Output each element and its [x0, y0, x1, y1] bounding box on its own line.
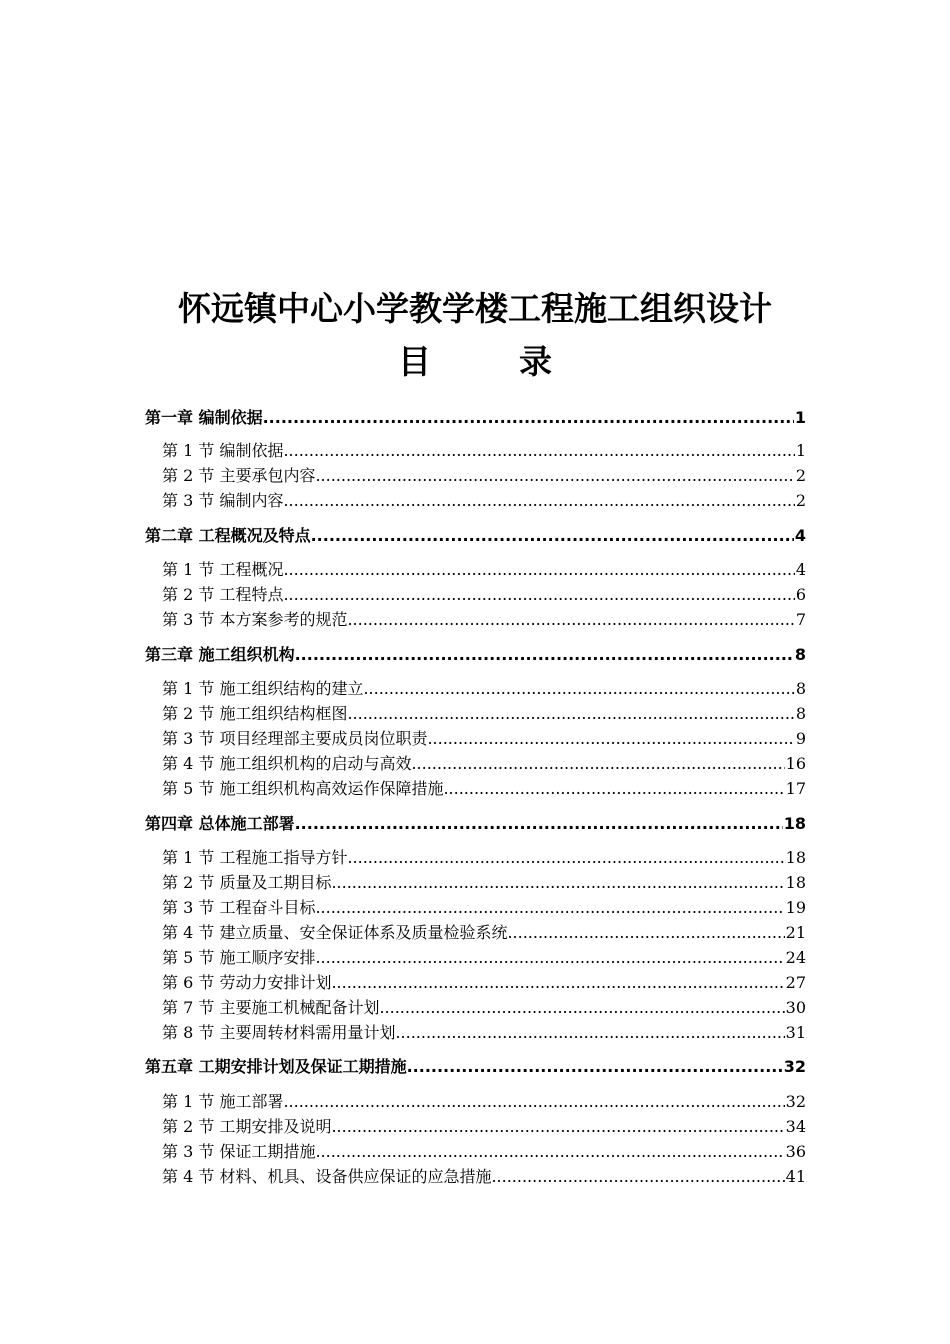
toc-label: 第 1 节 工程施工指导方针: [162, 848, 348, 867]
toc-page-number: 1: [795, 441, 806, 460]
leader-dots: [491, 1166, 784, 1188]
toc-page-number: 4: [794, 526, 806, 545]
toc-section-row[interactable]: [162, 1116, 806, 1138]
toc-page-number: 36: [785, 1142, 806, 1161]
toc-section-row[interactable]: [162, 559, 806, 581]
toc-page-number: 24: [785, 948, 806, 967]
toc-label: 第 7 节 主要施工机械配备计划: [162, 998, 380, 1017]
toc-label: 第 2 节 主要承包内容: [162, 466, 316, 485]
toc-page-number: 2: [795, 491, 806, 510]
leader-dots: [283, 440, 794, 462]
toc-section-row[interactable]: [162, 1141, 806, 1163]
toc-section-row[interactable]: [162, 922, 806, 944]
toc-page-number: 34: [785, 1117, 806, 1136]
leader-dots: [263, 407, 794, 429]
toc-page-number: 41: [785, 1167, 806, 1186]
toc-label: 第 1 节 施工部署: [162, 1092, 284, 1111]
toc-page-number: 18: [783, 814, 806, 833]
toc-page-number: 8: [795, 704, 806, 723]
toc-section-row[interactable]: [162, 778, 806, 800]
toc-section-row[interactable]: [162, 847, 806, 869]
toc-label: 第 4 节 施工组织机构的启动与高效: [162, 754, 412, 773]
toc-page-number: 16: [785, 754, 806, 773]
toc-section-row[interactable]: [162, 609, 806, 631]
toc-label: 第三章 施工组织机构: [145, 645, 295, 664]
toc-label: 第 5 节 施工顺序安排: [162, 948, 316, 967]
toc-page-number: 31: [785, 1023, 806, 1042]
toc-section-row[interactable]: [162, 703, 806, 725]
leader-dots: [347, 703, 794, 725]
toc-chapter-row[interactable]: [145, 407, 806, 429]
leader-dots: [295, 644, 794, 666]
document-title: 怀远镇中心小学教学楼工程施工组织设计: [178, 289, 772, 328]
leader-dots: [283, 1091, 784, 1113]
leader-dots: [311, 525, 794, 547]
toc-label: 第 1 节 编制依据: [162, 441, 284, 460]
toc-label: 第 3 节 项目经理部主要成员岗位职责: [162, 729, 428, 748]
leader-dots: [315, 897, 784, 919]
toc-heading-left: 目: [398, 342, 431, 381]
leader-dots: [427, 728, 794, 750]
toc-section-row[interactable]: [162, 872, 806, 894]
leader-dots: [443, 778, 784, 800]
leader-dots: [331, 1116, 784, 1138]
leader-dots: [295, 813, 783, 835]
toc-page-number: 7: [795, 610, 806, 629]
toc-page-number: 9: [795, 729, 806, 748]
leader-dots: [315, 465, 794, 487]
toc-label: 第 2 节 施工组织结构框图: [162, 704, 348, 723]
toc-page-number: 30: [785, 998, 806, 1017]
toc-page-number: 17: [785, 779, 806, 798]
leader-dots: [283, 490, 794, 512]
toc-label: 第 3 节 保证工期措施: [162, 1142, 316, 1161]
leader-dots: [347, 609, 794, 631]
toc-label: 第 1 节 施工组织结构的建立: [162, 679, 364, 698]
toc-page-number: 8: [794, 645, 806, 664]
toc-page-number: 8: [795, 679, 806, 698]
leader-dots: [283, 559, 794, 581]
toc-page-number: 6: [795, 585, 806, 604]
toc-label: 第 5 节 施工组织机构高效运作保障措施: [162, 779, 444, 798]
toc-label: 第 4 节 建立质量、安全保证体系及质量检验系统: [162, 923, 508, 942]
toc-page-number: 4: [795, 560, 806, 579]
leader-dots: [283, 584, 794, 606]
leader-dots: [315, 1141, 784, 1163]
toc-page-number: 18: [785, 873, 806, 892]
toc-section-row[interactable]: [162, 728, 806, 750]
toc-heading-right: 录: [519, 342, 552, 381]
toc-label: 第 6 节 劳动力安排计划: [162, 973, 332, 992]
toc-page-number: 21: [785, 923, 806, 942]
toc-page-number: 2: [795, 466, 806, 485]
toc-page-number: 18: [785, 848, 806, 867]
toc-page-number: 1: [794, 408, 806, 427]
toc-page-number: 27: [785, 973, 806, 992]
leader-dots: [331, 872, 784, 894]
toc-section-row[interactable]: [162, 753, 806, 775]
leader-dots: [315, 947, 784, 969]
toc-label: 第 3 节 编制内容: [162, 491, 284, 510]
toc-section-row[interactable]: [162, 490, 806, 512]
toc-label: 第二章 工程概况及特点: [145, 526, 311, 545]
toc-label: 第 3 节 工程奋斗目标: [162, 898, 316, 917]
toc-label: 第四章 总体施工部署: [145, 814, 295, 833]
toc-section-row[interactable]: [162, 897, 806, 919]
toc-chapter-row[interactable]: [145, 813, 806, 835]
leader-dots: [347, 847, 784, 869]
toc-chapter-row[interactable]: [145, 525, 806, 547]
toc-section-row[interactable]: [162, 947, 806, 969]
toc-label: 第 2 节 工期安排及说明: [162, 1117, 332, 1136]
toc-page-number: 32: [785, 1092, 806, 1111]
toc-section-row[interactable]: [162, 584, 806, 606]
toc-section-row[interactable]: [162, 465, 806, 487]
toc-chapter-row[interactable]: [145, 1056, 806, 1078]
toc-section-row[interactable]: [162, 997, 806, 1019]
leader-dots: [407, 1056, 783, 1078]
leader-dots: [411, 753, 784, 775]
toc-label: 第一章 编制依据: [145, 408, 263, 427]
leader-dots: [363, 678, 794, 700]
leader-dots: [395, 1022, 784, 1044]
toc-label: 第 2 节 质量及工期目标: [162, 873, 332, 892]
toc-page-number: 32: [783, 1057, 806, 1076]
toc-label: 第 2 节 工程特点: [162, 585, 284, 604]
toc-section-row[interactable]: [162, 1091, 806, 1113]
toc-label: 第 4 节 材料、机具、设备供应保证的应急措施: [162, 1167, 492, 1186]
toc-label: 第 8 节 主要周转材料需用量计划: [162, 1023, 396, 1042]
toc-label: 第 1 节 工程概况: [162, 560, 284, 579]
leader-dots: [379, 997, 784, 1019]
toc-label: 第 3 节 本方案参考的规范: [162, 610, 348, 629]
toc-section-row[interactable]: [162, 1022, 806, 1044]
toc-section-row[interactable]: [162, 1166, 806, 1188]
toc-section-row[interactable]: [162, 972, 806, 994]
toc-page-number: 19: [785, 898, 806, 917]
leader-dots: [507, 922, 784, 944]
toc-chapter-row[interactable]: [145, 644, 806, 666]
toc-label: 第五章 工期安排计划及保证工期措施: [145, 1057, 407, 1076]
toc-section-row[interactable]: [162, 678, 806, 700]
toc-section-row[interactable]: [162, 440, 806, 462]
leader-dots: [331, 972, 784, 994]
